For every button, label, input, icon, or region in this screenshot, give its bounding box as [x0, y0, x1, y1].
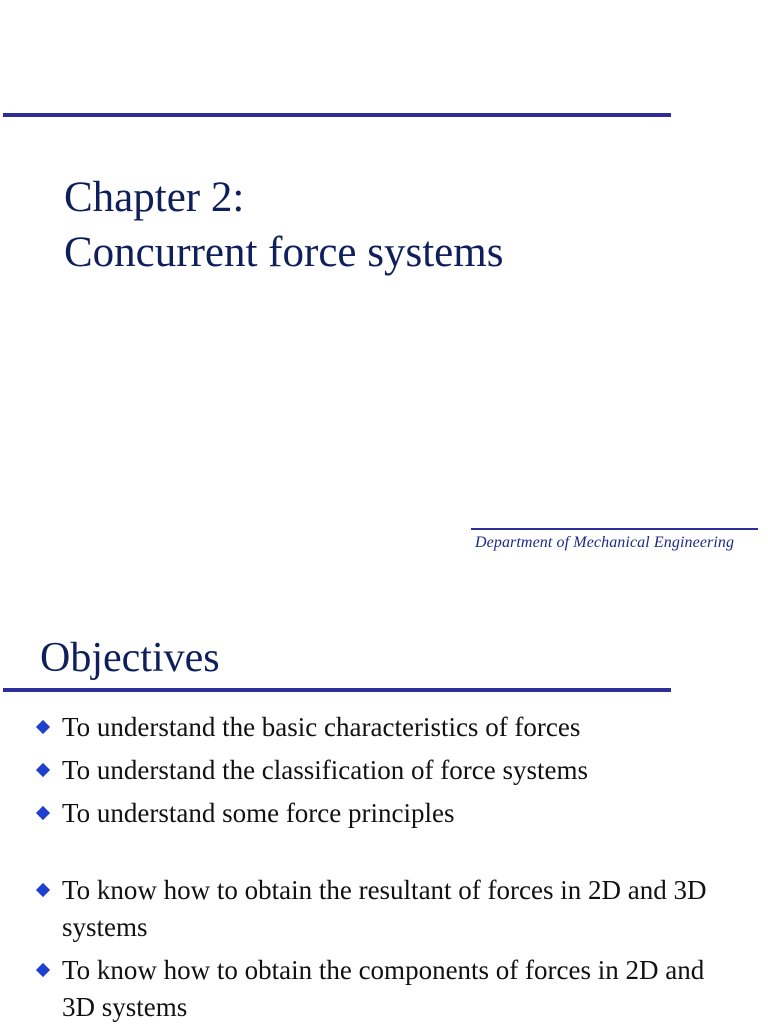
chapter-title-line-2: Concurrent force systems [64, 229, 504, 276]
objective-item-1 [36, 709, 716, 746]
department-footer [471, 528, 758, 552]
objectives-slide [0, 576, 768, 1024]
chapter-title [64, 170, 503, 280]
objective-item-5 [36, 952, 716, 1026]
diamond-bullet-icon [36, 720, 50, 734]
objective-item-4-text: To know how to obtain the resultant of forces in 2D and 3D systems [62, 875, 707, 942]
objective-item-3 [36, 795, 716, 832]
objectives-title-rule [3, 688, 671, 692]
objectives-title: Objectives [40, 635, 220, 681]
chapter-title-line-1: Chapter 2: [64, 174, 245, 221]
diamond-bullet-icon [36, 763, 50, 777]
title-slide-top-rule [3, 113, 671, 117]
objective-item-1-text: To understand the basic characteristics of forces [62, 712, 581, 742]
objective-item-3-text: To understand some force principles [62, 798, 455, 828]
objective-item-2-text: To understand the classification of force systems [62, 755, 588, 785]
department-footer-text: Department of Mechanical Engineering [475, 534, 735, 551]
objectives-list [36, 709, 716, 1032]
diamond-bullet-icon [36, 806, 50, 820]
diamond-bullet-icon [36, 963, 50, 977]
objective-item-5-text: To know how to obtain the components of forces in 2D and 3D systems [62, 955, 705, 1022]
diamond-bullet-icon [36, 883, 50, 897]
objective-item-4 [36, 872, 716, 946]
objective-item-2 [36, 752, 716, 789]
